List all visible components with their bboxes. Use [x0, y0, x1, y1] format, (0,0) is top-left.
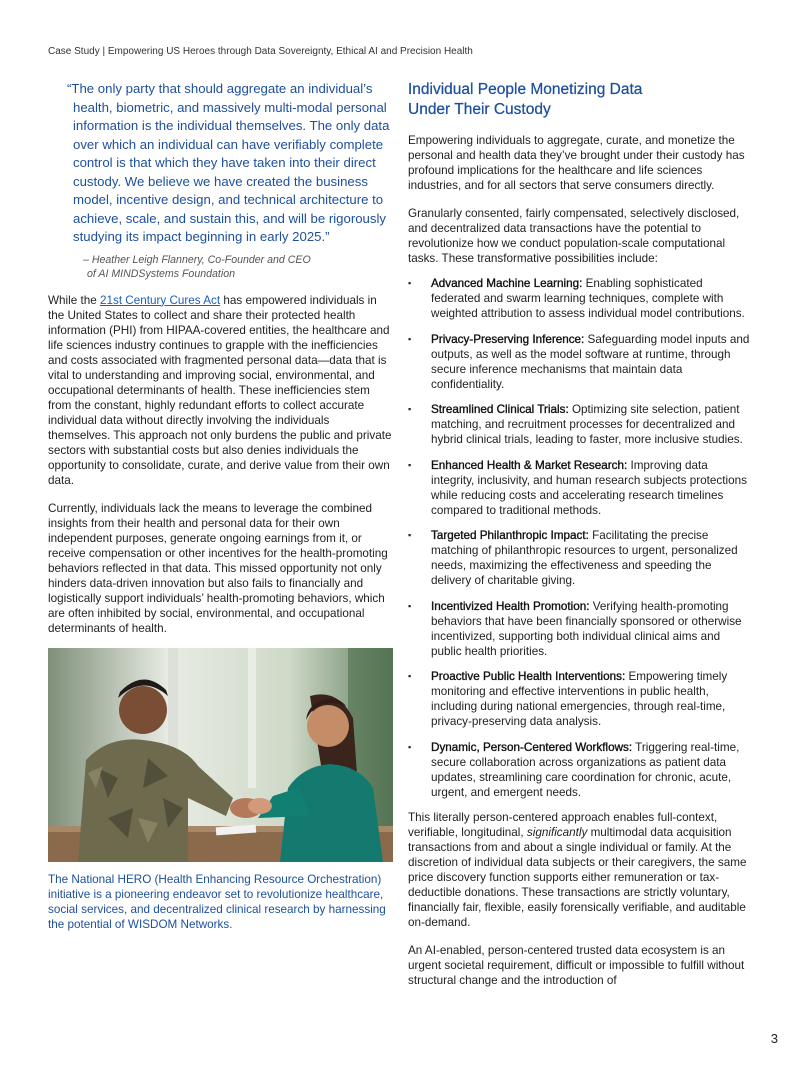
- bullet-term: Incentivized Health Promotion:: [431, 599, 590, 613]
- list-item: [408, 332, 753, 392]
- bullet-text: Empowering timely monitoring and effective interventions in public health, including during national emergencies, through real-time, privacy-preserving data analysis.: [431, 670, 728, 728]
- possibilities-list: [408, 276, 753, 800]
- body-paragraph-person-centered: [408, 810, 753, 930]
- list-item: [408, 528, 753, 588]
- photo-handshake: [48, 648, 393, 862]
- text-segment: multimodal data acquisition transactions from and about a single individual or family. At the discretion of individual data subjects or their caregivers, the same price discovery function supports either remuneration or tax-deductible donations. These transactions are strictly voluntary, financially fair, flexible, easily forensically verifiable, and auditable on-demand.: [408, 826, 747, 929]
- heading-line-2: Under Their Custody: [408, 100, 551, 118]
- bullet-text: Facilitating the precise matching of philanthropic resources to urgent, personalized needs, maximizing the effectiveness and speeding the delivery of charitable giving.: [431, 529, 738, 587]
- bullet-text: Verifying health-promoting behaviors that have been financially sponsored or otherwise incentivized, supporting both individual clinical aims and public health priorities.: [431, 599, 742, 658]
- pull-quote: “The only party that should aggregate an individual’s health, biometric, and massively multi-modal personal information is the individual themselves. The only data over which an individual can have verifiably complete control is that which they have taken into their direct custody. We believe we have created the business model, incentive design, and technical architecture to achieve, scale, and sustain this, and will be rigorously studying its impact beginning in early 2025.”: [67, 81, 390, 244]
- list-item: [408, 276, 753, 321]
- body-paragraph-ai-enabled: An AI-enabled, person-centered trusted data ecosystem is an urgent societal requirement, difficult or impossible to fulfill without structural change and the introduction of: [408, 944, 745, 987]
- page-number: 3: [770, 1031, 778, 1046]
- list-item: [408, 740, 753, 800]
- list-item: [408, 458, 753, 518]
- bullet-term: Privacy-Preserving Inference:: [431, 332, 585, 346]
- list-item: [408, 599, 753, 659]
- bullet-text: Improving data integrity, inclusivity, and human research subjects protections while reducing costs and accelerating research timelines compared to traditional methods.: [431, 458, 747, 517]
- photo-caption: The National HERO (Health Enhancing Resource Orchestration) initiative is a pioneering endeavor set to revolutionize healthcare, social services, and decentralized clinical research by harnessing the potential of WISDOM Networks.: [48, 872, 386, 931]
- running-header: Case Study | Empowering US Heroes through Data Sovereignty, Ethical AI and Precision Health: [48, 46, 473, 57]
- handshake-illustration: [48, 648, 393, 862]
- bullet-text: Enabling sophisticated federated and swarm learning techniques, complete with weighted attribution to assess individual model contributions.: [431, 277, 745, 320]
- bullet-text: Triggering real-time, secure collaboration across organizations as patient data updates, streamlining care coordination for chronic, acute, urgent, and emergent needs.: [431, 740, 740, 799]
- attribution-line-2: of AI MINDSystems Foundation: [87, 267, 235, 280]
- section-heading: [408, 80, 753, 119]
- heading-line-1: Individual People Monetizing Data: [408, 81, 643, 98]
- bullet-term: Streamlined Clinical Trials:: [431, 403, 569, 416]
- body-paragraph-currently: Currently, individuals lack the means to leverage the combined insights from their health and personal data for their own independent purposes, generate ongoing earnings from it, or receive compensation or other incentives for the health-promoting behaviors reflected in that data. This missed opportunity not only hinders data-driven innovation but also fails to financially and logistically support individuals’ health-promoting behaviors, which are often inhibited by social, environmental, and occupational determinants of health.: [48, 501, 388, 635]
- bullet-text: Optimizing site selection, patient matching, and recruitment processes for decentralized and hybrid clinical trials, leading to faster, more inclusive studies.: [431, 403, 743, 446]
- text-segment: This literally person-centered approach enables full-context, verifiable, longitudinal,: [408, 811, 718, 839]
- quote-attribution: [83, 253, 393, 281]
- bullet-term: Enhanced Health & Market Research:: [431, 458, 628, 472]
- bullet-text: Safeguarding model inputs and outputs, as well as the model software at runtime, through secure inference mechanisms that maintain data confidentiality.: [431, 332, 750, 391]
- body-paragraph-empowering: Empowering individuals to aggregate, curate, and monetize the personal and health data they’ve brought under their custody has profound implications for the healthcare and life sciences industries, and for all sectors that serve consumers directly.: [408, 134, 745, 192]
- list-item: [408, 402, 753, 447]
- right-column: [408, 80, 753, 988]
- body-paragraph-cures-act: [48, 293, 393, 488]
- emphasis-text: significantly: [526, 826, 588, 839]
- text-segment: While the: [48, 293, 100, 307]
- cures-act-link[interactable]: 21st Century Cures Act: [99, 293, 221, 307]
- bullet-term: Dynamic, Person-Centered Workflows:: [431, 740, 633, 754]
- bullet-term: Targeted Philanthropic Impact:: [431, 529, 589, 542]
- bullet-term: Proactive Public Health Interventions:: [431, 670, 626, 683]
- attribution-line-1: – Heather Leigh Flannery, Co-Founder and CEO: [83, 253, 311, 266]
- bullet-term: Advanced Machine Learning:: [431, 277, 583, 290]
- list-item: [408, 669, 753, 729]
- text-segment: has empowered individuals in the United States to collect and share their protected health information (PHI) from HIPAA-covered entities, the healthcare and life sciences industry continues to grapple with the inefficiencies and costs associated with fragmented personal data—data that is vital to understanding and improving social, environmental, and occupational determinants of health. These inefficiencies stem from the constant, highly redundant efforts to collect accurate individual data without directly involving the individuals themselves. This approach not only burdens the public and private sectors with substantial costs but also denies individuals the opportunity to consolidate, curate, and derive value from their own data.: [48, 293, 392, 487]
- left-column: [48, 80, 393, 932]
- body-paragraph-granularly: Granularly consented, fairly compensated, selectively disclosed, and decentralized data transactions have the potential to revolutionize how we conduct population-scale computational tasks. These transformative possibilities include:: [408, 207, 740, 265]
